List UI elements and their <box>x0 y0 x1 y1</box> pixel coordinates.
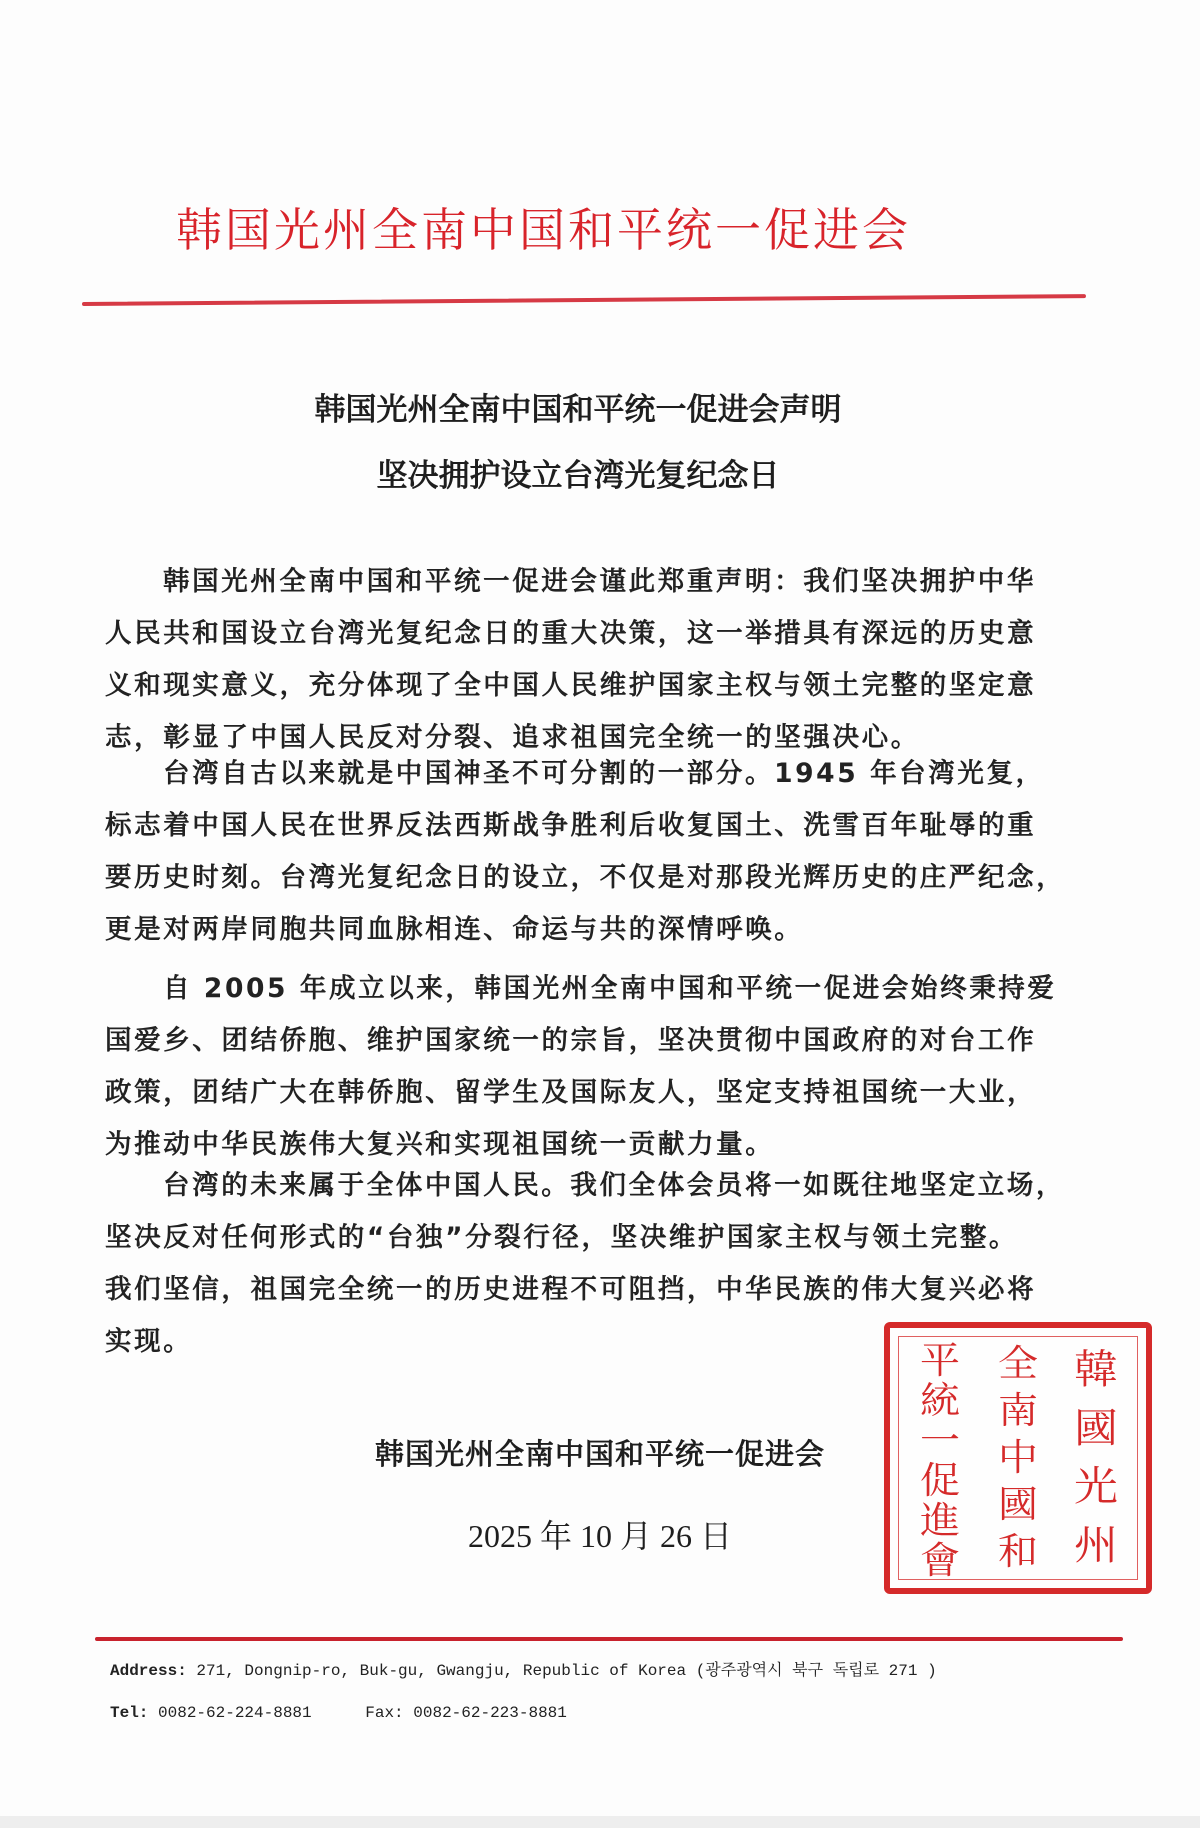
footer-divider <box>95 1637 1123 1641</box>
tel-label: Tel: <box>110 1704 149 1722</box>
fax-group <box>365 1704 567 1722</box>
seal-glyph: 中 <box>998 1436 1038 1480</box>
paragraph-line: 我们坚信，祖国完全统一的历史进程不可阻挡，中华民族的伟大复兴必将 <box>105 1274 1037 1305</box>
address-label: Address: <box>110 1662 187 1680</box>
paragraph-line: 志，彰显了中国人民反对分裂、追求祖国完全统一的坚强决心。 <box>105 722 920 753</box>
paragraph-line: 自 2005 年成立以来，韩国光州全南中国和平统一促进会始终秉持爱 <box>163 973 1057 1004</box>
seal-glyph: 韓 <box>1074 1346 1118 1394</box>
paragraph-2 <box>105 748 1065 956</box>
paragraph-line: 义和现实意义，充分体现了全中国人民维护国家主权与领土完整的坚定意 <box>105 670 1037 701</box>
tel-value: 0082-62-224-8881 <box>148 1704 312 1722</box>
seal-glyph: 進 <box>920 1499 960 1543</box>
seal-glyph: 平 <box>920 1339 960 1383</box>
signature-date: 2025 年 10 月 26 日 <box>467 1518 732 1554</box>
paragraph-line: 坚决反对任何形式的“台独”分裂行径，坚决维护国家主权与领土完整。 <box>105 1222 1019 1253</box>
paragraph-line: 政策，团结广大在韩侨胞、留学生及国际友人，坚定支持祖国统一大业， <box>105 1077 1037 1108</box>
paragraph-line: 标志着中国人民在世界反法西斯战争胜利后收复国土、洗雪百年耻辱的重 <box>105 810 1037 841</box>
seal-column-left <box>901 1339 978 1583</box>
signature-organization: 韩国光州全南中国和平统一促进会 <box>374 1437 825 1471</box>
paragraph-3 <box>105 963 1065 1171</box>
seal-glyph: 州 <box>1074 1521 1118 1569</box>
seal-inner-border <box>898 1336 1138 1583</box>
footer-contact <box>110 1703 567 1723</box>
seal-glyph: 全 <box>998 1343 1038 1386</box>
fax-value: 0082-62-223-8881 <box>403 1704 567 1722</box>
seal-glyph: 南 <box>998 1390 1038 1433</box>
seal-glyph: 統 <box>920 1379 960 1423</box>
paragraph-line: 要历史时刻。台湾光复纪念日的设立，不仅是对那段光辉历史的庄严纪念， <box>105 862 1066 893</box>
paragraph-line: 韩国光州全南中国和平统一促进会谨此郑重声明：我们坚决拥护中华 <box>163 566 1036 597</box>
paragraph-line: 台湾的未来属于全体中国人民。我们全体会员将一如既往地坚定立场， <box>163 1170 1066 1201</box>
fax-label: Fax: <box>365 1704 404 1722</box>
seal-glyph: 會 <box>920 1539 960 1583</box>
paragraph-line: 人民共和国设立台湾光复纪念日的重大决策，这一举措具有深远的历史意 <box>105 618 1037 649</box>
letterhead-divider <box>82 294 1086 306</box>
seal-glyph: 光 <box>1074 1463 1118 1511</box>
page-bottom-edge <box>0 1816 1200 1828</box>
paragraph-1 <box>105 556 1065 764</box>
paragraph-line: 更是对两岸同胞共同血脉相连、命运与共的深情呼唤。 <box>105 914 804 945</box>
seal-glyph: 一 <box>920 1419 960 1463</box>
letterhead-title: 韩国光州全南中国和平统一促进会 <box>176 203 911 257</box>
paragraph-line: 国爱乡、团结侨胞、维护国家统一的宗旨，坚决贯彻中国政府的对台工作 <box>105 1025 1037 1056</box>
address-value: 271, Dongnip-ro, Buk-gu, Gwangju, Republic of Korea (광주광역시 북구 독립로 271 ) <box>186 1662 937 1680</box>
seal-glyph: 國 <box>998 1483 1038 1526</box>
paragraph-line: 台湾自古以来就是中国神圣不可分割的一部分。1945 年台湾光复， <box>163 758 1045 789</box>
paragraph-line: 为推动中华民族伟大复兴和实现祖国统一贡献力量。 <box>105 1129 775 1160</box>
seal-glyph: 國 <box>1074 1404 1118 1452</box>
footer-address <box>110 1661 937 1681</box>
statement-title: 韩国光州全南中国和平统一促进会声明 <box>314 392 842 428</box>
seal-column-middle <box>979 1341 1056 1575</box>
seal-column-right <box>1057 1341 1134 1575</box>
seal-glyph: 和 <box>998 1530 1038 1573</box>
paragraph-line: 实现。 <box>105 1326 193 1357</box>
seal-glyph: 促 <box>920 1459 960 1503</box>
official-seal-icon <box>884 1322 1152 1594</box>
statement-subtitle: 坚决拥护设立台湾光复纪念日 <box>376 458 780 494</box>
